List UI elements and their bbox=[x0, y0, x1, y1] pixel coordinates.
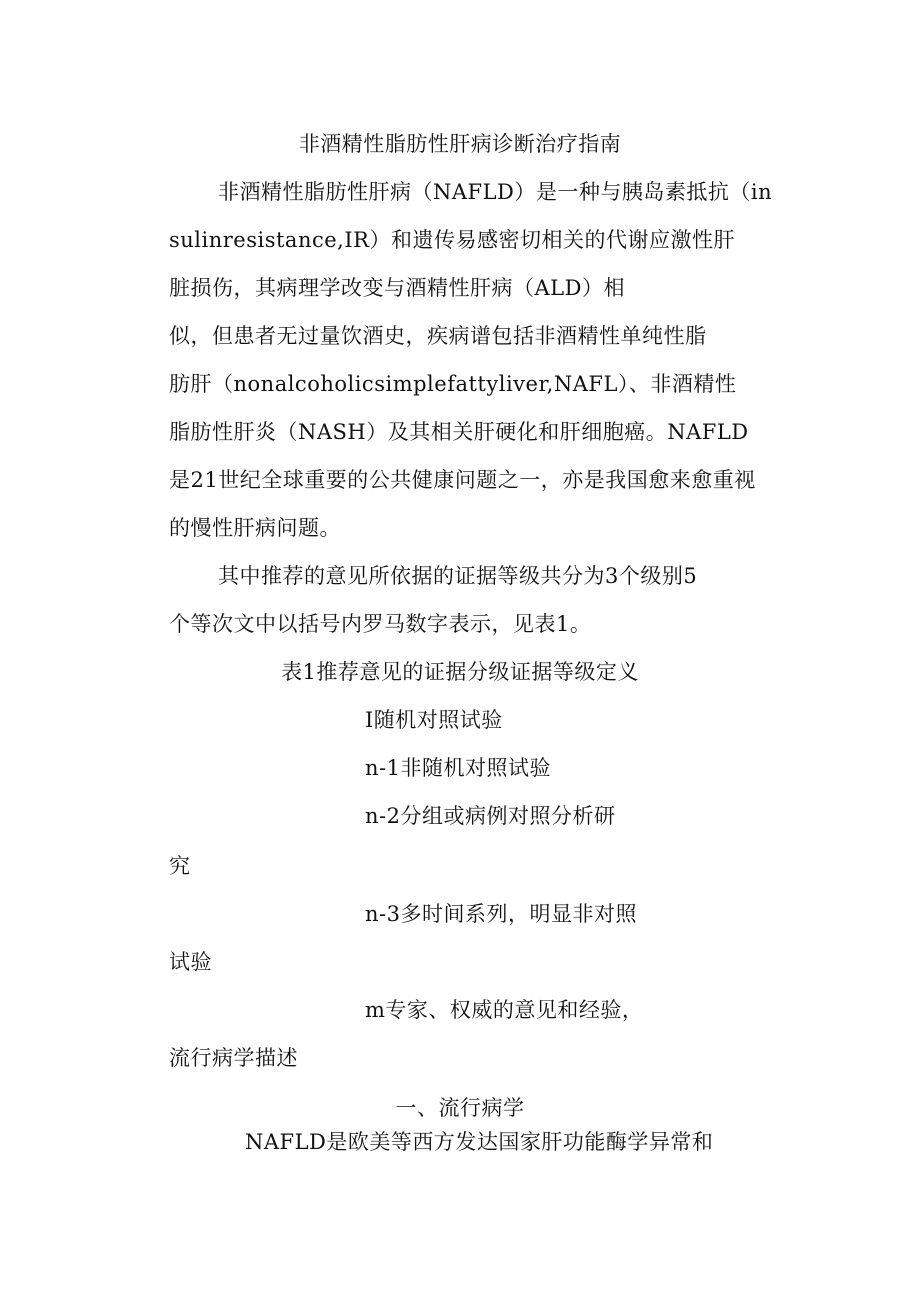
intro-line-5: 肪肝（nonalcoholicsimplefattyliver,NAFL）、非酒精性 bbox=[169, 372, 737, 396]
intro-line-3: 脏损伤，其病理学改变与酒精性肝病（ALD）相 bbox=[169, 276, 625, 300]
intro-line-2: sulinresistance,IR）和遗传易感密切相关的代谢应激性肝 bbox=[169, 228, 735, 252]
intro-line-7: 是21世纪全球重要的公共健康问题之一，亦是我国愈来愈重视 bbox=[169, 468, 756, 492]
table-row-6: 试验 bbox=[169, 950, 212, 974]
table-row-8: 流行病学描述 bbox=[169, 1046, 298, 1070]
intro-line-1: 非酒精性脂肪性肝病（NAFLD）是一种与胰岛素抵抗（in bbox=[218, 180, 773, 204]
table-row-7: m专家、权威的意见和经验， bbox=[365, 998, 644, 1022]
section-heading: 一、流行病学 bbox=[395, 1096, 525, 1120]
table-row-4: 究 bbox=[169, 854, 191, 878]
table-caption: 表1推荐意见的证据分级证据等级定义 bbox=[281, 660, 639, 684]
table-row-1: I随机对照试验 bbox=[365, 708, 503, 732]
evidence-line-1: 其中推荐的意见所依据的证据等级共分为3个级别5 bbox=[218, 564, 698, 588]
intro-line-6: 脂肪性肝炎（NASH）及其相关肝硬化和肝细胞癌。NAFLD bbox=[169, 420, 749, 444]
intro-line-8: 的慢性肝病问题。 bbox=[169, 516, 341, 540]
table-row-2: n-1非随机对照试验 bbox=[365, 756, 551, 780]
section-first-line: NAFLD是欧美等西方发达国家肝功能酶学异常和 bbox=[245, 1130, 714, 1154]
table-row-5: n-3多时间系列，明显非对照 bbox=[365, 902, 637, 926]
intro-line-4: 似，但患者无过量饮酒史，疾病谱包括非酒精性单纯性脂 bbox=[169, 324, 707, 348]
document-title: 非酒精性脂肪性肝病诊断治疗指南 bbox=[298, 132, 622, 156]
table-row-3: n-2分组或病例对照分析研 bbox=[365, 804, 616, 828]
evidence-line-2: 个等次文中以括号内罗马数字表示，见表1。 bbox=[169, 612, 592, 636]
